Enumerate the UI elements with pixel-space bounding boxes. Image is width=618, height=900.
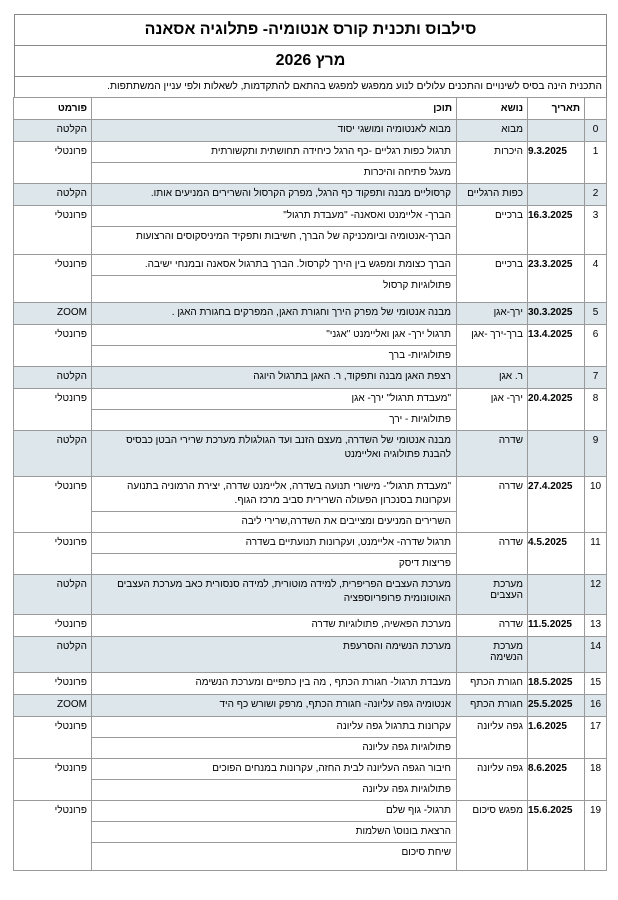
row-number: 7	[585, 367, 607, 389]
table-row	[14, 367, 607, 389]
table-header-row	[14, 98, 607, 120]
table-row	[14, 717, 607, 759]
content-line: מבוא לאנטומיה ומושגי יסוד	[337, 124, 451, 135]
page-title: סילבוס ותכנית קורס אנטומיה- פתלוגיה אסאנה	[14, 14, 607, 45]
row-topic: מערכת העצבים	[457, 575, 528, 615]
row-date: 13.4.2025	[528, 325, 585, 367]
content-line: "מעבדת תרגול"- מישורי תנועה בשדרה, אליימנט שדרה, יצירת הרמוניה בתנועה ועקרונות בסנכרון הפעולה השרירית סביב מרכז הגוף.	[92, 477, 456, 512]
row-topic: שדרה	[457, 615, 528, 637]
row-date	[528, 120, 585, 142]
row-date	[528, 575, 585, 615]
content-line: פתולוגיות גפה עליונה	[362, 784, 451, 795]
row-format: הקלטה	[14, 120, 92, 142]
content-line: מבנה אנטומי של השדרה, מעצם הזנב ועד הגולגולת מערכת שרירי הבטן כבסיס להבנת פתולוגיה ואליימנט	[126, 435, 451, 460]
row-content	[92, 695, 457, 717]
content-line: קרסוליים מבנה ותפקוד כף הרגל, מפרק הקרסול והשרירים המניעים אותו.	[150, 188, 451, 199]
table-row	[14, 120, 607, 142]
row-content	[92, 389, 457, 431]
row-content	[92, 303, 457, 325]
content-line: תרגול כפות רגליים -כף הרגל כיחידה תחושתית ותקשורתית	[92, 142, 456, 163]
row-date: 9.3.2025	[528, 142, 585, 184]
content-line: מערכת העצבים הפריפרית, למידה מוטורית, למידה סנסורית כאב מערכת העצבים האוטונומית פרופריוספציה	[117, 579, 451, 604]
content-line: עקרונות בתרגול גפה עליונה	[92, 717, 456, 738]
row-date: 18.5.2025	[528, 673, 585, 695]
row-content	[92, 575, 457, 615]
row-content	[92, 801, 457, 871]
row-content	[92, 533, 457, 575]
row-topic: שדרה	[457, 431, 528, 477]
row-topic: שדרה	[457, 477, 528, 533]
row-content	[92, 206, 457, 255]
table-row	[14, 255, 607, 303]
row-format: הקלטה	[14, 367, 92, 389]
row-topic: גפה עליונה	[457, 717, 528, 759]
content-line: הברך-אנטומיה וביומכניקה של הברך, חשיבות ותפקיד המיניסקוסים והרצועות	[135, 231, 451, 242]
content-line: הברך- אליימנט ואסאנה- "מעבדת תרגול"	[92, 206, 456, 227]
row-topic: ברכיים	[457, 255, 528, 303]
row-content	[92, 615, 457, 637]
row-format: הקלטה	[14, 575, 92, 615]
row-topic: ברכיים	[457, 206, 528, 255]
row-format: הקלטה	[14, 637, 92, 673]
row-number: 9	[585, 431, 607, 477]
content-line: מעגל פתיחה והיכרות	[363, 167, 451, 178]
row-topic: גפה עליונה	[457, 759, 528, 801]
content-line: תרגול שדרה- אליימנט, ועקרונות תנועתיים בשדרה	[92, 533, 456, 554]
row-topic: ירך-אגן	[457, 303, 528, 325]
content-line: רצפת האגן מבנה ותפקוד, ר. האגן בתרגול היוגה	[253, 371, 451, 382]
row-format: פרונטלי	[14, 255, 92, 303]
content-line: הרצאת בונוס\ השלמות	[92, 822, 456, 843]
row-number: 12	[585, 575, 607, 615]
syllabus-table	[13, 97, 607, 871]
row-format: פרונטלי	[14, 206, 92, 255]
row-topic: היכרות	[457, 142, 528, 184]
row-number: 18	[585, 759, 607, 801]
row-topic: חגורת הכתף	[457, 695, 528, 717]
content-line: פתולוגיות- ברך	[388, 350, 451, 361]
content-line: תרגול ירך- אגן ואליימנט "אגני"	[92, 325, 456, 346]
row-number: 15	[585, 673, 607, 695]
content-line: מעבדת תרגול- חגורת הכתף , מה בין כתפיים ומערכת הנשימה	[195, 677, 451, 688]
row-format: פרונטלי	[14, 142, 92, 184]
col-header-date: תאריך	[528, 98, 585, 120]
content-line: שיחת סיכום	[401, 847, 451, 858]
table-row	[14, 615, 607, 637]
row-topic: חגורת הכתף	[457, 673, 528, 695]
row-content	[92, 184, 457, 206]
row-format: ZOOM	[14, 695, 92, 717]
col-header-num	[585, 98, 607, 120]
content-line: מערכת הנשימה והסרעפת	[343, 641, 451, 652]
table-row	[14, 759, 607, 801]
row-date: 1.6.2025	[528, 717, 585, 759]
row-number: 2	[585, 184, 607, 206]
col-header-topic: נושא	[457, 98, 528, 120]
row-date: 16.3.2025	[528, 206, 585, 255]
row-format: פרונטלי	[14, 533, 92, 575]
row-topic: כפות הרגליים	[457, 184, 528, 206]
row-date	[528, 184, 585, 206]
row-number: 11	[585, 533, 607, 575]
row-content	[92, 759, 457, 801]
row-number: 17	[585, 717, 607, 759]
row-format: פרונטלי	[14, 325, 92, 367]
row-content	[92, 142, 457, 184]
row-format: פרונטלי	[14, 759, 92, 801]
table-row	[14, 695, 607, 717]
row-topic: מערכת הנשימה	[457, 637, 528, 673]
row-topic: מפגש סיכום	[457, 801, 528, 871]
row-date: 25.5.2025	[528, 695, 585, 717]
row-number: 5	[585, 303, 607, 325]
row-date: 27.4.2025	[528, 477, 585, 533]
table-row	[14, 389, 607, 431]
row-date: 11.5.2025	[528, 615, 585, 637]
row-format: פרונטלי	[14, 673, 92, 695]
row-format: הקלטה	[14, 431, 92, 477]
page-subtitle: מרץ 2026	[14, 45, 607, 77]
row-date	[528, 637, 585, 673]
table-row	[14, 206, 607, 255]
row-format: פרונטלי	[14, 477, 92, 533]
row-date: 8.6.2025	[528, 759, 585, 801]
row-content	[92, 120, 457, 142]
table-row	[14, 477, 607, 533]
row-number: 19	[585, 801, 607, 871]
content-line: פתולוגיות - ירך	[389, 414, 451, 425]
content-line: פתולוגיות קרסול	[382, 280, 451, 291]
row-content	[92, 673, 457, 695]
content-line: השרירים המניעים ומצייבים את השדרה,שרירי ליבה	[241, 516, 451, 527]
table-row	[14, 142, 607, 184]
row-number: 6	[585, 325, 607, 367]
content-line: תרגול- גוף שלם	[92, 801, 456, 822]
row-number: 0	[585, 120, 607, 142]
content-line: אנטומיה גפה עליונה- חגורת הכתף, מרפק ושורש כף היד	[219, 699, 451, 710]
content-line: פתולוגיות גפה עליונה	[362, 742, 451, 753]
row-topic: ברך-ירך -אגן	[457, 325, 528, 367]
row-date: 23.3.2025	[528, 255, 585, 303]
table-row	[14, 673, 607, 695]
table-row	[14, 184, 607, 206]
row-format: פרונטלי	[14, 717, 92, 759]
content-line: "מעבדת תרגול" ירך- אגן	[92, 389, 456, 410]
content-line: מערכת הפאשיה, פתולוגיות שדרה	[311, 619, 451, 630]
row-format: ZOOM	[14, 303, 92, 325]
content-line: פריצות דיסק	[398, 558, 451, 569]
row-number: 16	[585, 695, 607, 717]
table-row	[14, 325, 607, 367]
table-row	[14, 575, 607, 615]
row-format: פרונטלי	[14, 389, 92, 431]
row-content	[92, 637, 457, 673]
row-number: 13	[585, 615, 607, 637]
row-content	[92, 325, 457, 367]
row-topic: שדרה	[457, 533, 528, 575]
row-topic: מבוא	[457, 120, 528, 142]
row-content	[92, 367, 457, 389]
row-number: 1	[585, 142, 607, 184]
table-row	[14, 801, 607, 871]
row-format: פרונטלי	[14, 801, 92, 871]
row-date: 4.5.2025	[528, 533, 585, 575]
intro-note: התכנית הינה בסיס לשינויים והתכנים עלולים לנוע ממפגש למפגש בהתאם להתקדמות, לשאלות ולפי עניין המשתתפות.	[14, 77, 607, 97]
row-topic: ירך- אגן	[457, 389, 528, 431]
row-date: 30.3.2025	[528, 303, 585, 325]
table-row	[14, 303, 607, 325]
row-format: פרונטלי	[14, 615, 92, 637]
table-row	[14, 533, 607, 575]
col-header-format: פורמט	[14, 98, 92, 120]
row-date: 20.4.2025	[528, 389, 585, 431]
row-number: 3	[585, 206, 607, 255]
row-number: 10	[585, 477, 607, 533]
col-header-content: תוכן	[92, 98, 457, 120]
row-date: 15.6.2025	[528, 801, 585, 871]
row-content	[92, 477, 457, 533]
table-body	[14, 120, 607, 871]
content-line: הברך כצומת ומפגש בין הירך לקרסול. הברך בתרגול אסאנה ובמנחי ישיבה.	[92, 255, 456, 276]
row-number: 14	[585, 637, 607, 673]
content-line: מבנה אנטומי של מפרק הירך וחגורת האגן, המפרקים בחגורת האגן .	[171, 307, 451, 318]
row-content	[92, 431, 457, 477]
row-topic: ר. אגן	[457, 367, 528, 389]
row-date	[528, 367, 585, 389]
row-content	[92, 717, 457, 759]
table-row	[14, 637, 607, 673]
syllabus-sheet	[14, 14, 607, 871]
row-date	[528, 431, 585, 477]
row-number: 4	[585, 255, 607, 303]
table-row	[14, 431, 607, 477]
content-line: חיבור הגפה העליונה לבית החזה, עקרונות במנחים הפוכים	[92, 759, 456, 780]
row-number: 8	[585, 389, 607, 431]
row-format: הקלטה	[14, 184, 92, 206]
row-content	[92, 255, 457, 303]
